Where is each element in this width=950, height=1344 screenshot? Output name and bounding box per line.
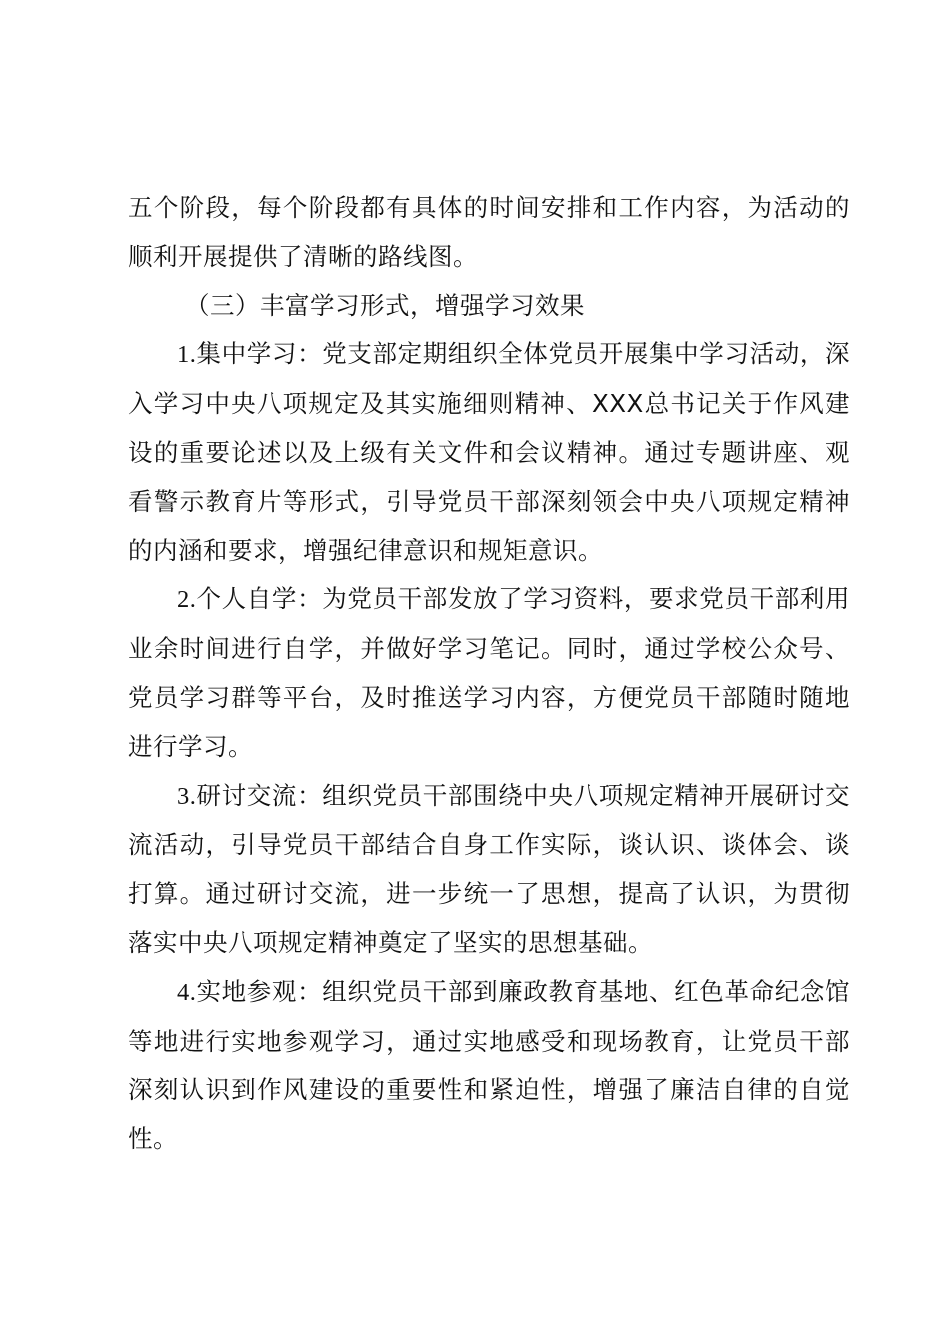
list-item: [128, 330, 850, 575]
continuation-paragraph: 五个阶段，每个阶段都有具体的时间安排和工作内容，为活动的顺利开展提供了清晰的路线图。: [128, 193, 850, 271]
item-text: 个人自学：为党员干部发放了学习资料，要求党员干部利用业余时间进行自学，并做好学习笔记。同时，通过学校公众号、党员学习群等平台，及时推送学习内容，方便党员干部随时随地进行学习。: [128, 584, 850, 761]
list-item: [128, 575, 850, 771]
list-item: [128, 968, 850, 1164]
item-number: 4.: [177, 978, 197, 1006]
item-number: 1.: [177, 341, 197, 369]
item-text: 实地参观：组织党员干部到廉政教育基地、红色革命纪念馆等地进行实地参观学习，通过实地感受和现场教育，让党员干部深刻认识到作风建设的重要性和紧迫性，增强了廉洁自律的自觉性。: [128, 976, 850, 1154]
section-heading: （三）丰富学习形式，增强学习效果: [185, 290, 585, 320]
item-text: 集中学习：党支部定期组织全体党员开展集中学习活动，深入学习中央八项规定及其实施细则精神、XXX总书记关于作风建设的重要论述以及上级有关文件和会议精神。通过专题讲座、观看警示教育片等形式，引导党员干部深刻领会中央八项规定精神的内涵和要求，增强纪律意识和规矩意识。: [128, 339, 850, 565]
document-page: [128, 184, 850, 1164]
item-number: 2.: [177, 586, 197, 614]
list-item: [128, 772, 850, 968]
item-number: 3.: [177, 782, 197, 810]
item-text: 研讨交流：组织党员干部围绕中央八项规定精神开展研讨交流活动，引导党员干部结合自身工作实际，谈认识、谈体会、谈打算。通过研讨交流，进一步统一了思想，提高了认识，为贯彻落实中央八项规定精神奠定了坚实的思想基础。: [128, 780, 850, 957]
